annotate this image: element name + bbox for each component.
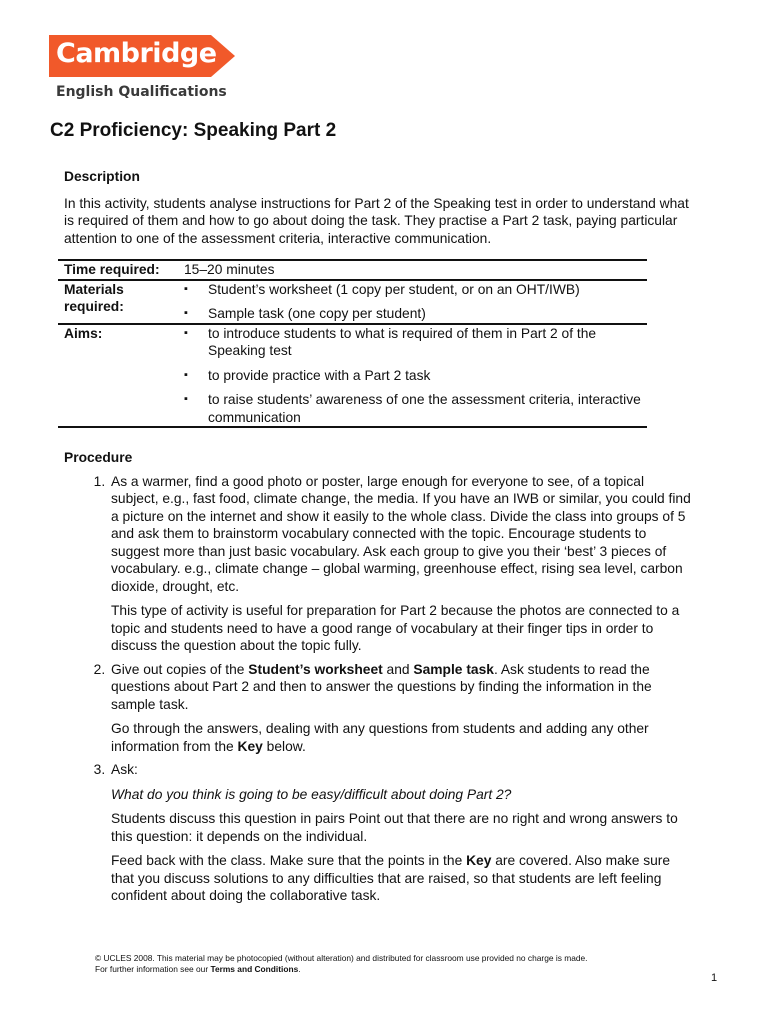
materials-row: [58, 280, 647, 324]
key-ref: Key: [466, 853, 492, 868]
procedure-step-2: [109, 661, 694, 756]
step3-paragraph-2: Students discuss this question in pairs Point out that there are no right and wrong answers to this question: it depends on the individual.: [111, 811, 678, 844]
time-row: [58, 260, 647, 280]
step2-text: Give out copies of the: [111, 661, 249, 677]
aims-item: ▪ to provide practice with a Part 2 task: [184, 367, 647, 385]
procedure-step-1: [109, 473, 694, 655]
step3-question: What do you think is going to be easy/difficult about doing Part 2?: [111, 786, 512, 802]
step3-text: are covered. Also make sure that you discuss solutions to any difficulties that are raised, so that students are left feeling confident about doing the collaborative task.: [111, 853, 671, 903]
sample-task-ref: Sample task: [413, 661, 494, 677]
page-number: 1: [711, 972, 718, 984]
student-worksheet-ref: Student’s worksheet: [248, 661, 383, 677]
step2-paragraph-2: [111, 720, 694, 755]
step2-text: below.: [262, 738, 306, 754]
step3-paragraph-3: [111, 852, 694, 905]
step3-text: Feed back with the class. Make sure that the points in the: [111, 853, 467, 868]
materials-list: [184, 281, 647, 323]
cambridge-logo: [49, 35, 235, 77]
info-table: [58, 259, 647, 428]
aims-item: ▪ to introduce students to what is required of them in Part 2 of the Speaking test: [184, 325, 647, 360]
materials-label: [58, 280, 184, 324]
time-value: 15–20 minutes: [184, 262, 275, 277]
aims-label: Aims:: [64, 325, 103, 341]
step2-text: . Ask students to read the questions about Part 2 and then to answer the questions by finding the information in the sample task.: [111, 661, 652, 712]
step3-ask: 3. Ask:: [111, 762, 138, 777]
step1-paragraph-1: 1. As a warmer, find a good photo or poster, large enough for everyone to see, of a topical subject, e.g., fast food, climate change, the media. If you have an IWB or similar, you could find a picture on the internet and show it easily to the whole class. Divide the class into groups of 5 and ask them to brainstorm vocabulary connected with the topic. Encourage students to suggest more than just basic vocabulary. Ask each group to give you their ‘best’ 3 pieces of vocabulary. e.g., climate change – global warming, greenhouse effect, rising sea level, carbon dioxide, drought, etc.: [111, 473, 691, 594]
footer: [95, 953, 588, 974]
aims-item: ▪ to raise students’ awareness of one the assessment criteria, interactive communication: [184, 391, 647, 426]
step1-paragraph-2: This type of activity is useful for preparation for Part 2 because the photos are connected to a topic and students need to have a good range of vocabulary at their finger tips in order to discuss the question about the topic fully.: [111, 603, 680, 653]
description-heading: Description: [64, 169, 140, 184]
terms-link[interactable]: Terms and Conditions: [210, 963, 299, 974]
copyright-line: © UCLES 2008. This material may be photocopied (without alteration) and distributed for classroom use provided no charge is made.: [95, 953, 588, 963]
description-text: In this activity, students analyse instructions for Part 2 of the Speaking test in order to understand what is required of them and how to go about doing the task. They practise a Part 2 task, paying particular attention to one of the assessment criteria, interactive communication.: [64, 195, 689, 246]
procedure-step-3: [109, 761, 694, 905]
logo-brand-text: Cambridge: [56, 38, 217, 69]
terms-line: [95, 964, 588, 975]
logo-badge: [49, 35, 235, 77]
procedure-heading: Procedure: [64, 450, 133, 465]
time-label: Time required:: [64, 262, 160, 277]
key-ref: Key: [237, 738, 263, 754]
step2-text: and: [382, 661, 414, 677]
logo-subtitle: English Qualifications: [56, 84, 227, 100]
step2-paragraph-1: [111, 661, 694, 714]
materials-item: ▪ Sample task (one copy per student): [184, 305, 647, 323]
terms-prefix: For further information see our: [95, 963, 211, 974]
aims-list: [184, 325, 647, 427]
step2-text: Go through the answers, dealing with any questions from students and adding any other information from the: [111, 721, 649, 754]
page-title: C2 Proficiency: Speaking Part 2: [50, 120, 337, 141]
materials-list-cell: [184, 280, 647, 324]
main-content: [64, 168, 694, 911]
procedure-list: [64, 473, 694, 905]
aims-list-cell: [184, 324, 647, 428]
materials-label-text: Materials required:: [64, 281, 124, 314]
materials-item: ▪ Student’s worksheet (1 copy per student, or on an OHT/IWB): [184, 281, 647, 299]
aims-row: [58, 324, 647, 428]
terms-suffix: .: [298, 963, 301, 974]
